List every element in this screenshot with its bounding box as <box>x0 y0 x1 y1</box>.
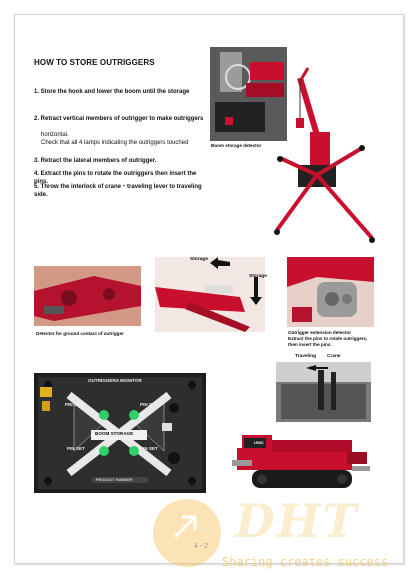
panel-pin-set-br: PIN SET <box>140 446 158 451</box>
step-2-check: Check that all 4 lamps indicating the outriggers touched <box>41 140 189 146</box>
traveling-label: Traveling <box>295 354 317 359</box>
page-number: 4 - 2 <box>194 543 209 550</box>
step-2-sub: horizontal. <box>41 132 69 138</box>
ground-contact-photo <box>34 266 141 326</box>
extension-caption-3: then insert the pins. <box>288 342 332 347</box>
step-1: 1. Store the hook and lower the boom until the storage <box>34 89 190 95</box>
panel-boom-storage: BOOM STORAGE <box>95 431 134 436</box>
panel-pin-set-tr: PIN SET <box>140 402 158 407</box>
lateral-retract-photo <box>150 257 270 332</box>
panel-pin-set-tl: PIN SET <box>65 402 83 407</box>
panel-pin-set-bl: PIN SET <box>67 446 85 451</box>
step-5: 5. Throw the interlock of crane・traveling lever to traveling side. <box>34 184 202 198</box>
spider-crane-photo <box>272 60 382 248</box>
step-2: 2. Retract vertical members of outrigger to make outriggers <box>34 116 204 122</box>
boom-storage-caption: Boom storage detector <box>211 143 262 148</box>
watermark-slogan: Sharing creates success <box>222 555 389 569</box>
lever-photo <box>276 362 371 422</box>
ground-contact-caption: Detector for ground contact of outrigger <box>36 331 124 336</box>
step-3: 3. Retract the lateral members of outrigger. <box>34 158 157 164</box>
extension-caption-2: Extract the pins to rotate outriggers, <box>288 336 368 341</box>
panel-title: OUTRIGGERS MONITOR <box>88 378 142 383</box>
step-4: 4. Extract the pins to rotate the outriggers then insert the pins. <box>34 171 197 185</box>
watermark-logo: DHT <box>235 494 359 548</box>
arrow-icon <box>170 512 200 542</box>
storage-label-1: Storage <box>190 257 208 262</box>
panel-product-number: PRODUCT NUMBER <box>96 478 133 482</box>
extension-caption-1: Outrigger extension detector <box>288 330 352 335</box>
machine-brand: UNIC <box>254 440 264 445</box>
crane-travel-photo <box>232 430 372 498</box>
page-title: HOW TO STORE OUTRIGGERS <box>34 58 155 67</box>
storage-label-2: Storage <box>249 274 267 279</box>
extension-detector-photo <box>287 257 374 327</box>
crane-label: Crane <box>327 354 341 359</box>
